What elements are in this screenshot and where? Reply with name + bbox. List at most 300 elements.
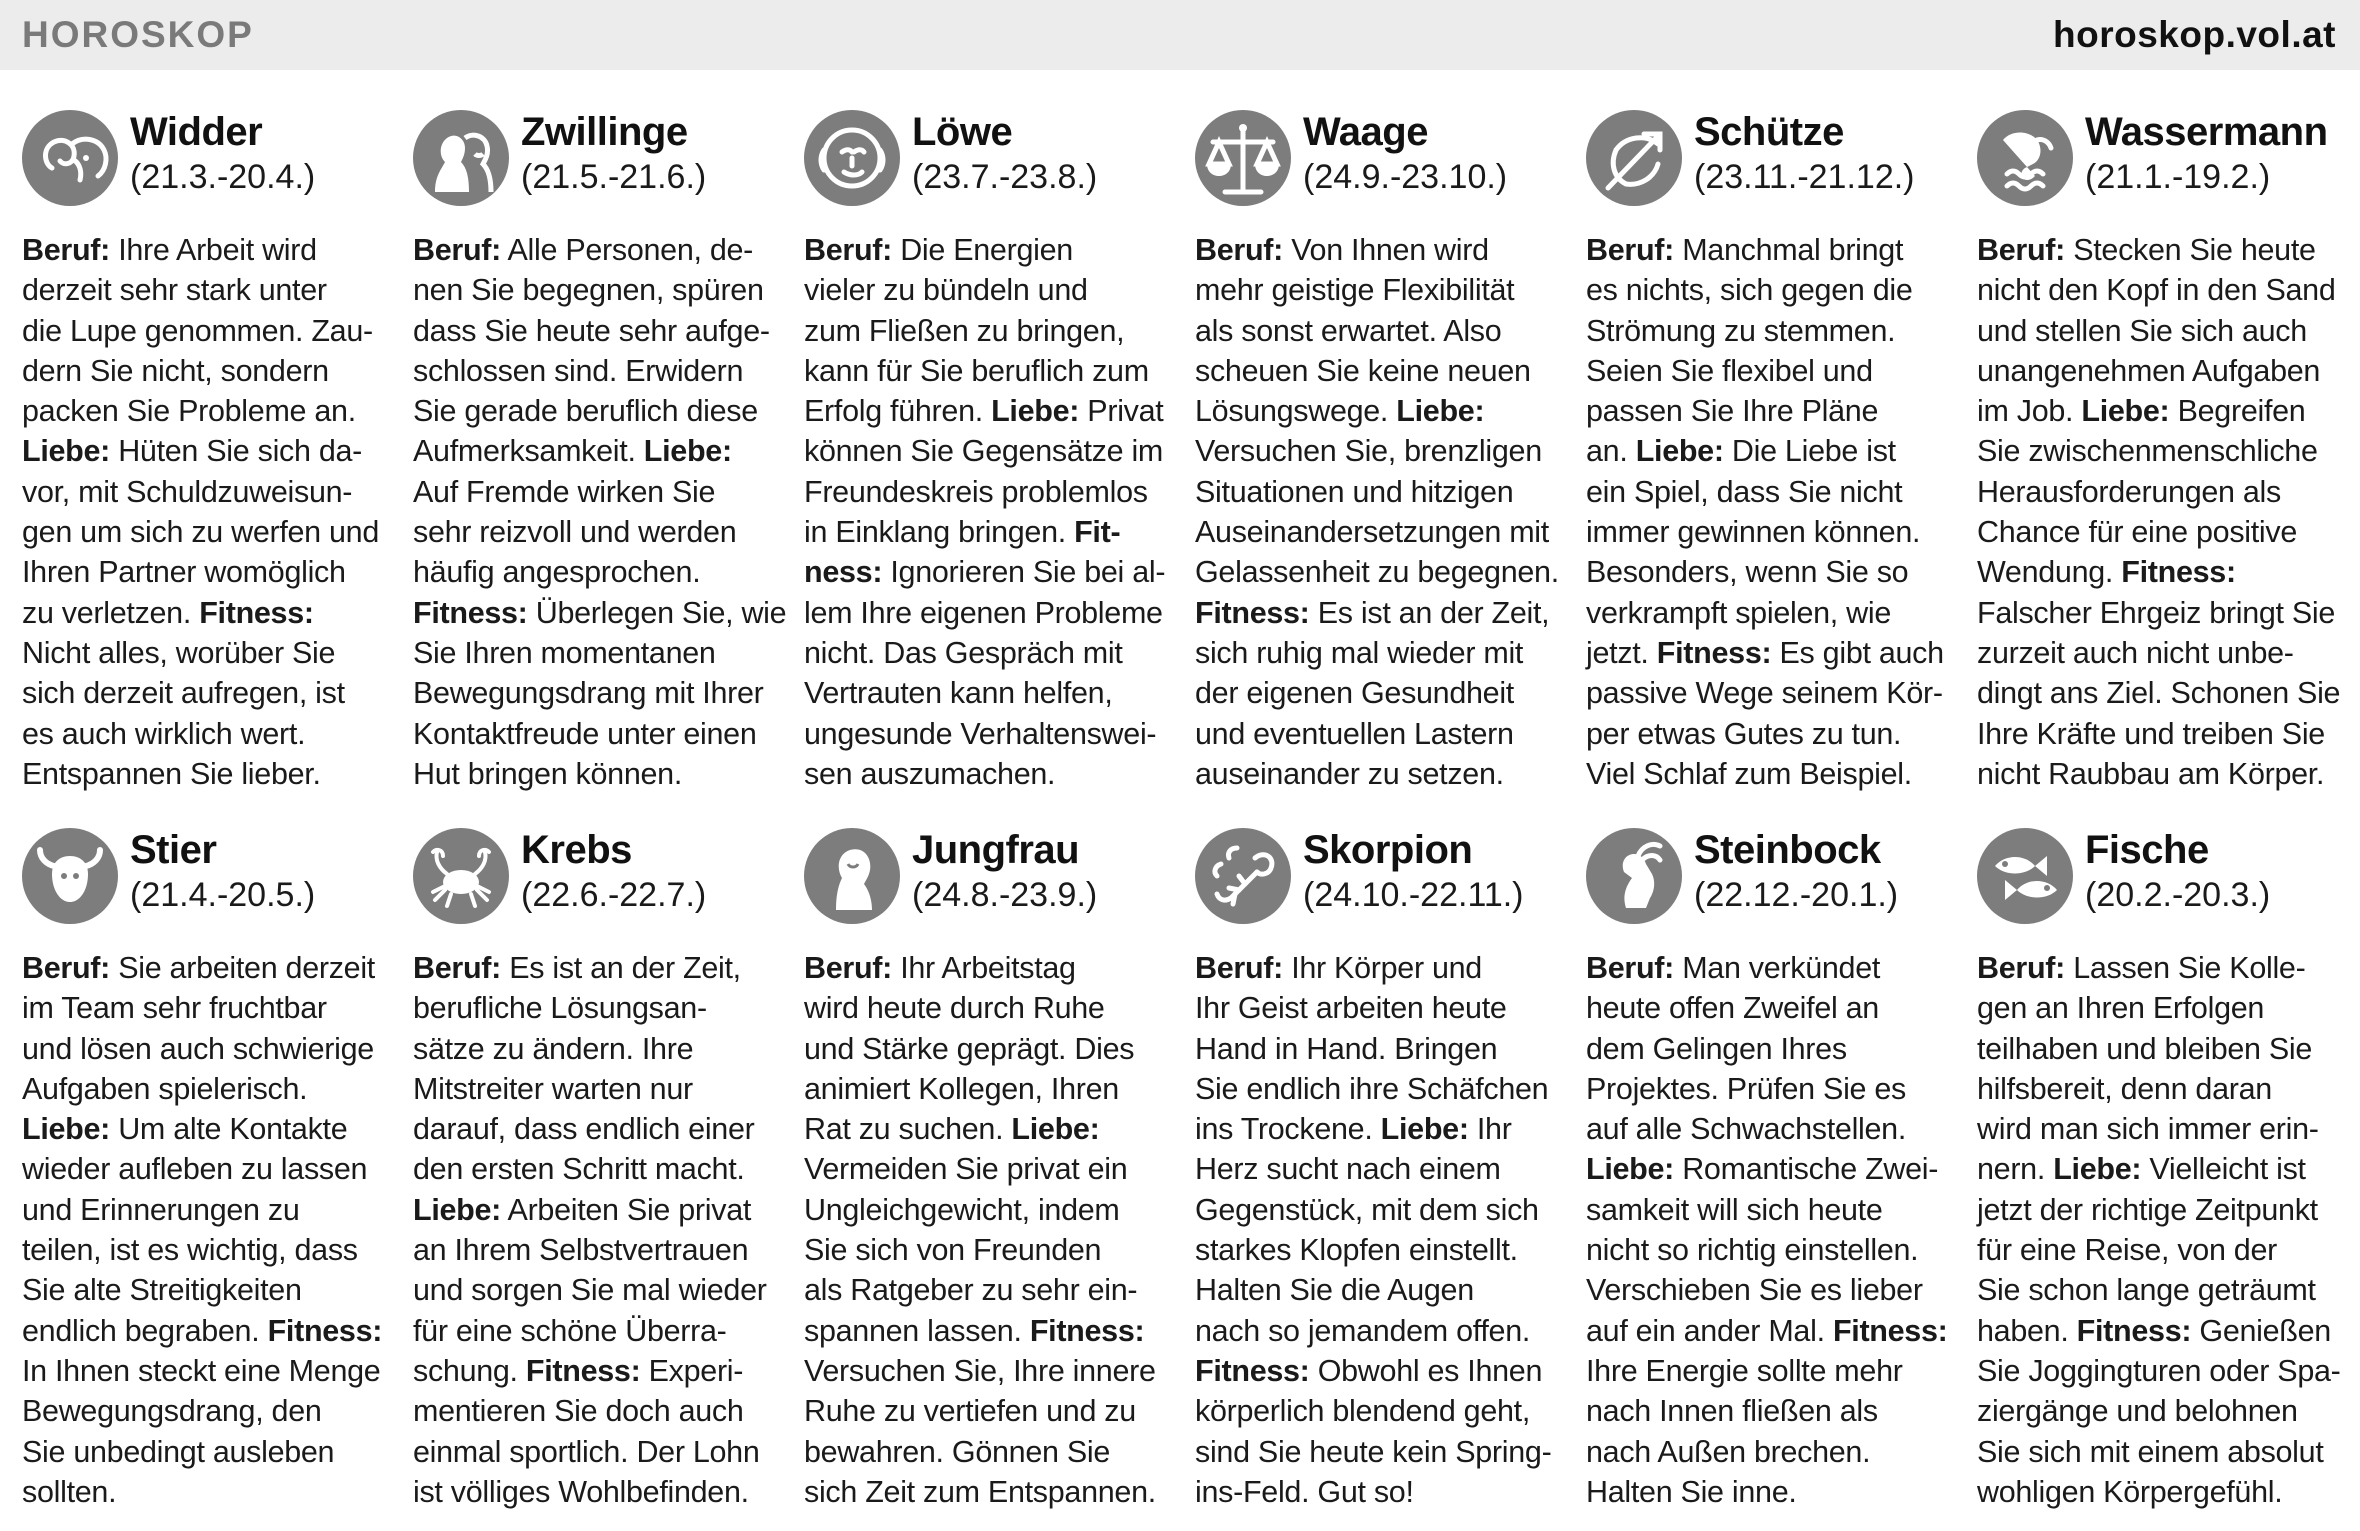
text-segment: Projektes. Prüfen Sie es — [1586, 1071, 1906, 1106]
category-label: Liebe: — [413, 1192, 502, 1227]
text-segment: samkeit will sich heute — [1586, 1192, 1883, 1227]
text-segment: Freundeskreis problemlos — [804, 474, 1148, 509]
text-segment: Begreifen — [2169, 394, 2306, 429]
text-line — [1977, 230, 2339, 270]
category-label: Beruf: — [1195, 233, 1284, 267]
sign-card-zwillinge — [413, 100, 787, 818]
text-line — [1195, 1351, 1557, 1391]
text-line — [804, 1432, 1166, 1472]
category-label: Liebe: — [1586, 1152, 1675, 1187]
text-segment: Mitstreiter warten nur — [413, 1071, 693, 1106]
category-label: Beruf: — [413, 951, 502, 985]
sign-header — [22, 818, 384, 938]
scorpion-icon — [1195, 828, 1291, 924]
text-line — [413, 1230, 775, 1270]
section-title: HOROSKOP — [22, 14, 254, 55]
text-segment: Hüten Sie sich da- — [110, 434, 363, 469]
text-line — [804, 1472, 1166, 1512]
text-segment: ziergänge und belohnen — [1977, 1394, 2298, 1429]
text-segment: Ihr — [1468, 1112, 1512, 1147]
text-segment: Herz sucht nach einem — [1195, 1152, 1501, 1187]
text-segment: wird man sich immer erin- — [1977, 1112, 2319, 1147]
text-line — [22, 1190, 384, 1230]
text-line — [1195, 948, 1557, 988]
text-line — [804, 230, 1166, 270]
text-segment: animiert Kollegen, Ihren — [804, 1071, 1119, 1106]
text-line — [1977, 512, 2339, 552]
text-line — [804, 593, 1166, 633]
category-label: Fitness: — [1832, 1313, 1948, 1348]
text-line — [22, 1109, 384, 1149]
text-segment: Chance für eine positive — [1977, 515, 2298, 550]
text-segment: lem Ihre eigenen Probleme — [804, 595, 1163, 630]
text-line — [804, 311, 1166, 351]
text-line — [804, 1270, 1166, 1310]
text-line — [1977, 552, 2339, 592]
text-segment: jetzt. — [1586, 635, 1657, 670]
text-line — [1195, 311, 1557, 351]
sign-name: Waage — [1303, 110, 1428, 154]
sign-text — [804, 948, 1166, 1512]
text-segment: Sie Joggingturen oder Spa- — [1977, 1353, 2341, 1388]
sign-name: Steinbock — [1694, 828, 1881, 872]
text-segment: Versuchen Sie, brenzligen — [1195, 434, 1542, 469]
text-segment: Man verkündet — [1674, 951, 1881, 985]
text-segment: körperlich blendend geht, — [1195, 1394, 1531, 1429]
text-segment: zurzeit auch nicht unbe- — [1977, 635, 2294, 670]
text-line — [1977, 351, 2339, 391]
category-label: Fitness: — [1029, 1313, 1145, 1348]
sign-name: Skorpion — [1303, 828, 1473, 872]
text-line — [1195, 512, 1557, 552]
text-line — [22, 552, 384, 592]
text-segment: Viel Schlaf zum Beispiel. — [1586, 756, 1912, 791]
sign-dates: (21.5.-21.6.) — [521, 158, 707, 196]
text-segment: Obwohl es Ihnen — [1309, 1353, 1543, 1388]
category-label: Beruf: — [22, 233, 111, 267]
text-line — [22, 714, 384, 754]
text-segment: Sie zwischenmenschliche — [1977, 434, 2318, 469]
sign-name: Stier — [130, 828, 217, 872]
text-line — [804, 988, 1166, 1028]
text-segment: derzeit sehr stark unter — [22, 273, 327, 308]
category-label: Fitness: — [199, 595, 314, 630]
text-segment: Ihre Kräfte und treiben Sie — [1977, 716, 2325, 751]
text-segment: passen Sie Ihre Pläne — [1586, 394, 1879, 429]
text-segment: im Job. — [1977, 394, 2082, 429]
text-line — [804, 431, 1166, 471]
text-line — [413, 948, 775, 988]
text-segment: mentieren Sie doch auch — [413, 1394, 744, 1429]
text-segment: und lösen auch schwierige — [22, 1031, 374, 1066]
text-line — [22, 673, 384, 713]
sign-text — [1586, 948, 1948, 1512]
text-line — [413, 351, 775, 391]
text-line — [1586, 1351, 1948, 1391]
text-segment: per etwas Gutes zu tun. — [1586, 716, 1902, 751]
category-label: Fitness: — [2076, 1313, 2192, 1348]
sign-name: Löwe — [912, 110, 1013, 154]
text-segment: heute offen Zweifel an — [1586, 991, 1879, 1026]
text-segment: Versuchen Sie, Ihre innere — [804, 1353, 1156, 1388]
text-segment: Sie Ihren momentanen — [413, 635, 716, 670]
text-line — [1586, 593, 1948, 633]
text-segment: ins-Feld. Gut so! — [1195, 1474, 1414, 1509]
text-segment: für eine Reise, von der — [1977, 1233, 2277, 1268]
sign-dates: (24.10.-22.11.) — [1303, 876, 1524, 914]
sign-dates: (22.6.-22.7.) — [521, 876, 707, 914]
text-segment: dass Sie heute sehr aufge- — [413, 313, 770, 348]
text-line — [1195, 1029, 1557, 1069]
text-segment: Sie arbeiten derzeit — [110, 951, 375, 985]
text-line — [1977, 1029, 2339, 1069]
text-segment: Hut bringen können. — [413, 756, 682, 791]
text-segment: wieder aufleben zu lassen — [22, 1152, 368, 1187]
text-segment: Kontaktfreude unter einen — [413, 716, 757, 751]
text-segment: Vertrauten kann helfen, — [804, 676, 1113, 711]
text-segment: Romantische Zwei- — [1674, 1152, 1939, 1187]
text-line — [1586, 552, 1948, 592]
sign-name: Krebs — [521, 828, 632, 872]
sign-name: Schütze — [1694, 110, 1844, 154]
text-line — [1195, 552, 1557, 592]
text-segment: vieler zu bündeln und — [804, 273, 1088, 308]
text-line — [1195, 988, 1557, 1028]
text-segment: wird heute durch Ruhe — [804, 991, 1105, 1026]
text-line — [1586, 1069, 1948, 1109]
category-label: Fit- — [1074, 515, 1121, 550]
category-label: Liebe: — [22, 434, 111, 469]
aquarius-icon — [1977, 110, 2073, 206]
text-segment: Vermeiden Sie privat ein — [804, 1152, 1128, 1187]
text-segment: packen Sie Probleme an. — [22, 394, 356, 429]
category-label: Beruf: — [804, 951, 893, 985]
text-line — [1195, 1472, 1557, 1512]
text-line — [1195, 351, 1557, 391]
text-segment: Ungleichgewicht, indem — [804, 1192, 1120, 1227]
sign-header — [1977, 818, 2339, 938]
text-segment: schung. — [413, 1353, 526, 1388]
sign-card-fische — [1977, 818, 2339, 1518]
text-line — [413, 1391, 775, 1431]
sign-header — [1195, 818, 1557, 938]
text-segment: Überlegen Sie, wie — [527, 595, 787, 630]
text-line — [1586, 754, 1948, 794]
sign-name: Wassermann — [2085, 110, 2328, 154]
sign-dates: (23.11.-21.12.) — [1694, 158, 1915, 196]
text-line — [413, 1311, 775, 1351]
text-segment: Sie schon lange geträumt — [1977, 1273, 2316, 1308]
scales-icon — [1195, 110, 1291, 206]
text-segment: Hand in Hand. Bringen — [1195, 1031, 1498, 1066]
category-label: Fitness: — [525, 1353, 641, 1388]
text-line — [1977, 1190, 2339, 1230]
text-segment: Es ist an der Zeit, — [1309, 595, 1550, 630]
text-segment: Es ist an der Zeit, — [501, 951, 741, 985]
bull-icon — [22, 828, 118, 924]
text-line — [1977, 431, 2339, 471]
text-line — [1586, 714, 1948, 754]
crab-icon — [413, 828, 509, 924]
text-line — [1195, 1230, 1557, 1270]
text-segment: Gelassenheit zu begegnen. — [1195, 555, 1559, 590]
text-segment: häufig angesprochen. — [413, 555, 701, 590]
text-segment: nicht Raubbau am Körper. — [1977, 756, 2325, 791]
sign-card-wassermann — [1977, 100, 2339, 818]
sign-dates: (21.3.-20.4.) — [130, 158, 316, 196]
text-line — [413, 1190, 775, 1230]
sign-header — [413, 818, 775, 938]
twins-icon — [413, 110, 509, 206]
text-line — [804, 1311, 1166, 1351]
category-label: Liebe: — [991, 394, 1080, 429]
text-segment: gen an Ihren Erfolgen — [1977, 991, 2265, 1026]
text-segment: zu verletzen. — [22, 595, 200, 630]
sign-header — [804, 100, 1166, 220]
category-label: Beruf: — [1586, 233, 1675, 267]
category-label: Fitness: — [267, 1313, 383, 1348]
text-line — [22, 1311, 384, 1351]
text-line — [413, 230, 775, 270]
text-segment: darauf, dass endlich einer — [413, 1112, 755, 1147]
text-line — [22, 1270, 384, 1310]
text-segment: sich Zeit zum Entspannen. — [804, 1474, 1156, 1509]
sign-text — [413, 948, 775, 1512]
text-segment: ungesunde Verhaltenswei- — [804, 716, 1157, 751]
text-segment: Aufgaben spielerisch. — [22, 1071, 308, 1106]
text-line — [1586, 1149, 1948, 1189]
virgo-icon — [804, 828, 900, 924]
text-segment: wohligen Körpergefühl. — [1977, 1474, 2283, 1509]
text-line — [1977, 1230, 2339, 1270]
text-segment: dem Gelingen Ihres — [1586, 1031, 1847, 1066]
text-segment: Lassen Sie Kolle- — [2065, 951, 2306, 985]
text-line — [1586, 1270, 1948, 1310]
text-segment: Halten Sie inne. — [1586, 1474, 1797, 1509]
text-segment: immer gewinnen können. — [1586, 515, 1921, 550]
text-line — [1586, 270, 1948, 310]
text-segment: Gegenstück, mit dem sich — [1195, 1192, 1539, 1227]
text-segment: für eine schöne Überra- — [413, 1313, 727, 1348]
text-line — [413, 673, 775, 713]
text-line — [1586, 1109, 1948, 1149]
text-segment: es auch wirklich wert. — [22, 716, 306, 751]
text-line — [22, 948, 384, 988]
text-segment: Nicht alles, worüber Sie — [22, 635, 336, 670]
text-line — [1977, 1149, 2339, 1189]
text-segment: berufliche Lösungsan- — [413, 991, 707, 1026]
text-line — [413, 512, 775, 552]
text-line — [1977, 1472, 2339, 1512]
text-line — [1195, 1432, 1557, 1472]
text-segment: Arbeiten Sie privat — [501, 1192, 752, 1227]
text-segment: mehr geistige Flexibilität — [1195, 273, 1515, 308]
sign-text — [22, 230, 384, 794]
text-line — [22, 988, 384, 1028]
text-segment: sich ruhig mal wieder mit — [1195, 635, 1524, 670]
text-segment: Rat zu suchen. — [804, 1112, 1012, 1147]
text-line — [22, 1391, 384, 1431]
text-segment: hilfsbereit, denn daran — [1977, 1071, 2272, 1106]
text-line — [22, 633, 384, 673]
text-line — [22, 351, 384, 391]
text-segment: sich derzeit aufregen, ist — [22, 676, 345, 711]
text-segment: gen um sich zu werfen und — [22, 515, 380, 550]
text-segment: Manchmal bringt — [1674, 233, 1904, 267]
text-line — [804, 714, 1166, 754]
text-segment: Besonders, wenn Sie so — [1586, 555, 1909, 590]
text-segment: sen auszumachen. — [804, 756, 1056, 791]
text-segment: Stecken Sie heute — [2065, 233, 2316, 267]
text-line — [22, 1029, 384, 1069]
sign-card-stier — [22, 818, 384, 1518]
text-line — [1195, 714, 1557, 754]
text-line — [1586, 633, 1948, 673]
text-line — [1586, 1472, 1948, 1512]
text-segment: im Team sehr fruchtbar — [22, 991, 327, 1026]
text-segment: teilen, ist es wichtig, dass — [22, 1233, 358, 1268]
text-segment: jetzt der richtige Zeitpunkt — [1977, 1192, 2318, 1227]
sign-card-krebs — [413, 818, 775, 1518]
text-segment: Bewegungsdrang, den — [22, 1394, 322, 1429]
text-line — [804, 754, 1166, 794]
text-segment: dingt ans Ziel. Schonen Sie — [1977, 676, 2341, 711]
text-line — [1977, 988, 2339, 1028]
text-segment: auf alle Schwachstellen. — [1586, 1112, 1907, 1147]
category-label: Liebe: — [1011, 1112, 1100, 1147]
text-segment: nern. — [1977, 1152, 2054, 1187]
text-line — [22, 1351, 384, 1391]
text-segment: Von Ihnen wird — [1283, 233, 1489, 267]
text-segment: In Ihnen steckt eine Menge — [22, 1353, 381, 1388]
text-line — [413, 988, 775, 1028]
text-segment: Ihr Geist arbeiten heute — [1195, 991, 1507, 1026]
text-line — [413, 1069, 775, 1109]
text-line — [804, 948, 1166, 988]
text-segment: Sie sich von Freunden — [804, 1233, 1102, 1268]
text-segment: Erfolg führen. — [804, 394, 992, 429]
text-segment: nach Innen fließen als — [1586, 1394, 1878, 1429]
sign-dates: (24.8.-23.9.) — [912, 876, 1098, 914]
text-line — [22, 230, 384, 270]
header-bar — [0, 0, 2360, 70]
text-line — [1977, 633, 2339, 673]
ibex-icon — [1586, 828, 1682, 924]
text-line — [1195, 270, 1557, 310]
text-line — [1977, 754, 2339, 794]
text-line — [1977, 714, 2339, 754]
text-segment: spannen lassen. — [804, 1313, 1030, 1348]
horoscope-grid — [22, 100, 2339, 1518]
sign-dates: (21.4.-20.5.) — [130, 876, 316, 914]
text-segment: Auseinandersetzungen mit — [1195, 515, 1549, 550]
text-segment: nicht. Das Gespräch mit — [804, 635, 1123, 670]
text-line — [1586, 391, 1948, 431]
text-line — [22, 1149, 384, 1189]
text-segment: Alle Personen, de- — [501, 233, 754, 267]
text-segment: Vielleicht ist — [2141, 1152, 2306, 1187]
category-label: Fitness: — [1656, 635, 1772, 670]
text-line — [1195, 472, 1557, 512]
text-line — [22, 311, 384, 351]
text-segment: Sie gerade beruflich diese — [413, 394, 758, 429]
category-label: Liebe: — [2053, 1152, 2142, 1187]
text-line — [1977, 948, 2339, 988]
text-segment: Es gibt auch — [1771, 635, 1944, 670]
sign-card-widder — [22, 100, 384, 818]
text-line — [22, 1432, 384, 1472]
fish-icon — [1977, 828, 2073, 924]
text-segment: unangenehmen Aufgaben — [1977, 353, 2321, 388]
text-line — [413, 270, 775, 310]
text-segment: Ruhe zu vertiefen und zu — [804, 1394, 1136, 1429]
text-line — [1195, 431, 1557, 471]
sign-text — [22, 948, 384, 1512]
text-line — [413, 1351, 775, 1391]
text-segment: Ihre Arbeit wird — [110, 233, 317, 267]
category-label: Beruf: — [22, 951, 111, 985]
text-line — [804, 512, 1166, 552]
sign-header — [22, 100, 384, 220]
text-line — [1977, 673, 2339, 713]
text-segment: und eventuellen Lastern — [1195, 716, 1514, 751]
text-segment: bewahren. Gönnen Sie — [804, 1434, 1110, 1469]
text-line — [1977, 311, 2339, 351]
text-segment: Entspannen Sie lieber. — [22, 756, 321, 791]
text-line — [1977, 1391, 2339, 1431]
text-segment: Auf Fremde wirken Sie — [413, 474, 716, 509]
text-segment: sehr reizvoll und werden — [413, 515, 737, 550]
text-line — [413, 472, 775, 512]
category-label: Liebe: — [1396, 394, 1485, 429]
text-segment: sind Sie heute kein Spring- — [1195, 1434, 1552, 1469]
text-line — [22, 1069, 384, 1109]
text-segment: und Stärke geprägt. Dies — [804, 1031, 1135, 1066]
text-line — [1586, 351, 1948, 391]
text-line — [22, 1472, 384, 1512]
text-segment: haben. — [1977, 1313, 2077, 1348]
text-segment: Ignorieren Sie bei al- — [882, 555, 1166, 590]
text-line — [1586, 512, 1948, 552]
text-line — [1586, 1029, 1948, 1069]
text-line — [804, 472, 1166, 512]
text-segment: es nichts, sich gegen die — [1586, 273, 1913, 308]
text-line — [1977, 391, 2339, 431]
text-line — [1586, 431, 1948, 471]
text-line — [22, 391, 384, 431]
text-segment: Strömung zu stemmen. — [1586, 313, 1896, 348]
text-segment: Die Liebe ist — [1723, 434, 1896, 469]
sign-text — [1586, 230, 1948, 794]
text-segment: Situationen und hitzigen — [1195, 474, 1514, 509]
text-segment: Ihr Körper und — [1283, 951, 1482, 985]
text-line — [1195, 1270, 1557, 1310]
text-line — [804, 1391, 1166, 1431]
text-segment: teilhaben und bleiben Sie — [1977, 1031, 2313, 1066]
text-line — [804, 351, 1166, 391]
sign-text — [1977, 948, 2339, 1512]
text-line — [804, 633, 1166, 673]
sign-name: Zwillinge — [521, 110, 688, 154]
text-line — [413, 311, 775, 351]
text-segment: einmal sportlich. Der Lohn — [413, 1434, 760, 1469]
sign-header — [1586, 100, 1948, 220]
sign-text — [804, 230, 1166, 794]
text-line — [1195, 391, 1557, 431]
text-line — [22, 512, 384, 552]
text-line — [1586, 1311, 1948, 1351]
sign-card-jungfrau — [804, 818, 1166, 1518]
